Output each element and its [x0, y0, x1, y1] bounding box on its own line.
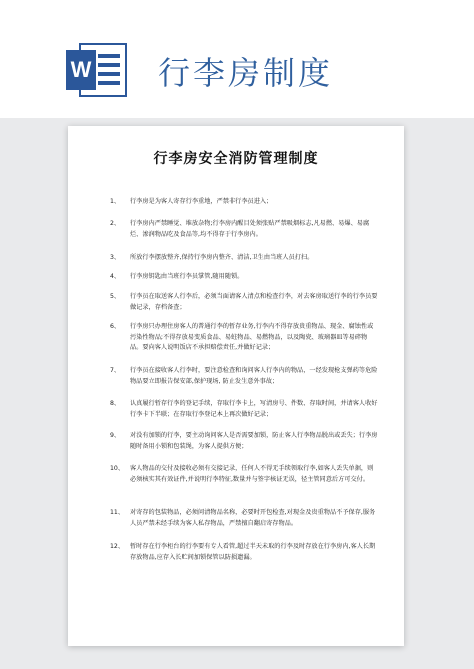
item-text: 行李房只办理住房客人的普通行李的暂存业务,行李内不得存放贵重物品、现金、腐蚀性或污染性物品;不得存放易变质食品、易蛀物品、易燃物品，以及陶瓷、玻璃器皿等易碎物品。要向客人说明饭店不承担赔偿责任,并做好记录； [130, 323, 374, 351]
item-number: 3、 [110, 254, 121, 261]
item-text: 行李房是为客人寄存行李重地，严禁非行李员进入； [130, 198, 273, 205]
word-app-icon [66, 40, 128, 100]
item-text: 行李房内严禁睡觉、堆放杂物;行李房内醒目处须张贴严禁吸烟标志,凡易燃、易爆、易腐烂、渗润物品吃及食品等,均不得存于行李房内。 [130, 220, 370, 238]
item-text: 行李员在取送客人行李后，必须当面请客人清点和检查行李，对去客房取送行李的行李员要做记录，存档备查； [130, 293, 378, 311]
item-number: 2、 [110, 220, 121, 227]
item-number: 7、 [110, 367, 121, 374]
item-text: 对寄存的包装物品，必须问清物品名称，必要时开包检查,对现金及贵重物品不予保存,服务人员严禁未经手续为客人私存物品，严禁擅自翻启寄存物品。 [130, 509, 376, 527]
item-number: 9、 [110, 432, 121, 439]
item-number: 5、 [110, 293, 121, 300]
header-banner [0, 0, 474, 118]
item-number: 8、 [110, 400, 121, 407]
item-text: 行李员在接收客人行李时，要注意检查和询问客人行李内的物品，一经发现枪支弹药等危险物品要立即报告保安部,保护现场, 防止发生意外事故； [130, 367, 378, 385]
item-number: 1、 [110, 198, 121, 205]
item-text: 客人物品的交付及接收必须有交接记录，任何人不得无手续领取行李,如客人丢失单据，则必须核实其有效证件,并说明行李特征,数量并与签字核证无误，径主管同意后方可交付。 [130, 465, 374, 483]
item-text: 暂时存在行李柜台的行李要有专人看管,超过半天未取的行李及时存放在行李房内,客人长期存放物品,应存入长贮间加锁保管以防损遗漏。 [130, 543, 376, 561]
document-title: 行李房安全消防管理制度 [153, 151, 319, 167]
item-number: 10、 [110, 465, 125, 472]
document-page [68, 126, 404, 646]
item-number: 4、 [110, 273, 121, 280]
item-text: 行李房钥匙由当班行李员掌管,随用随锁。 [130, 273, 244, 280]
banner-title: 行李房制度 [158, 54, 334, 92]
item-number: 6、 [110, 323, 121, 330]
item-text: 对没有加锁的行李，要主动询问客人是否需要加锁，防止客人行李物品脱出或丢失；行李房随时备用小锁和包装绳，为客人提供方便； [130, 432, 378, 450]
item-number: 12、 [110, 543, 125, 550]
item-text: 认真履行暂存行李的登记手续，存取行李卡上，写清房号、件数、存取时间，并请客人收好行李卡下半联；在存取行李登记本上再次做好记录； [130, 400, 378, 418]
item-text: 所放行李摆放整齐,保持行李房内整齐、清洁,卫生由当班人员打扫。 [130, 254, 314, 261]
svg-text:W: W [70, 57, 92, 82]
item-number: 11、 [110, 509, 125, 516]
